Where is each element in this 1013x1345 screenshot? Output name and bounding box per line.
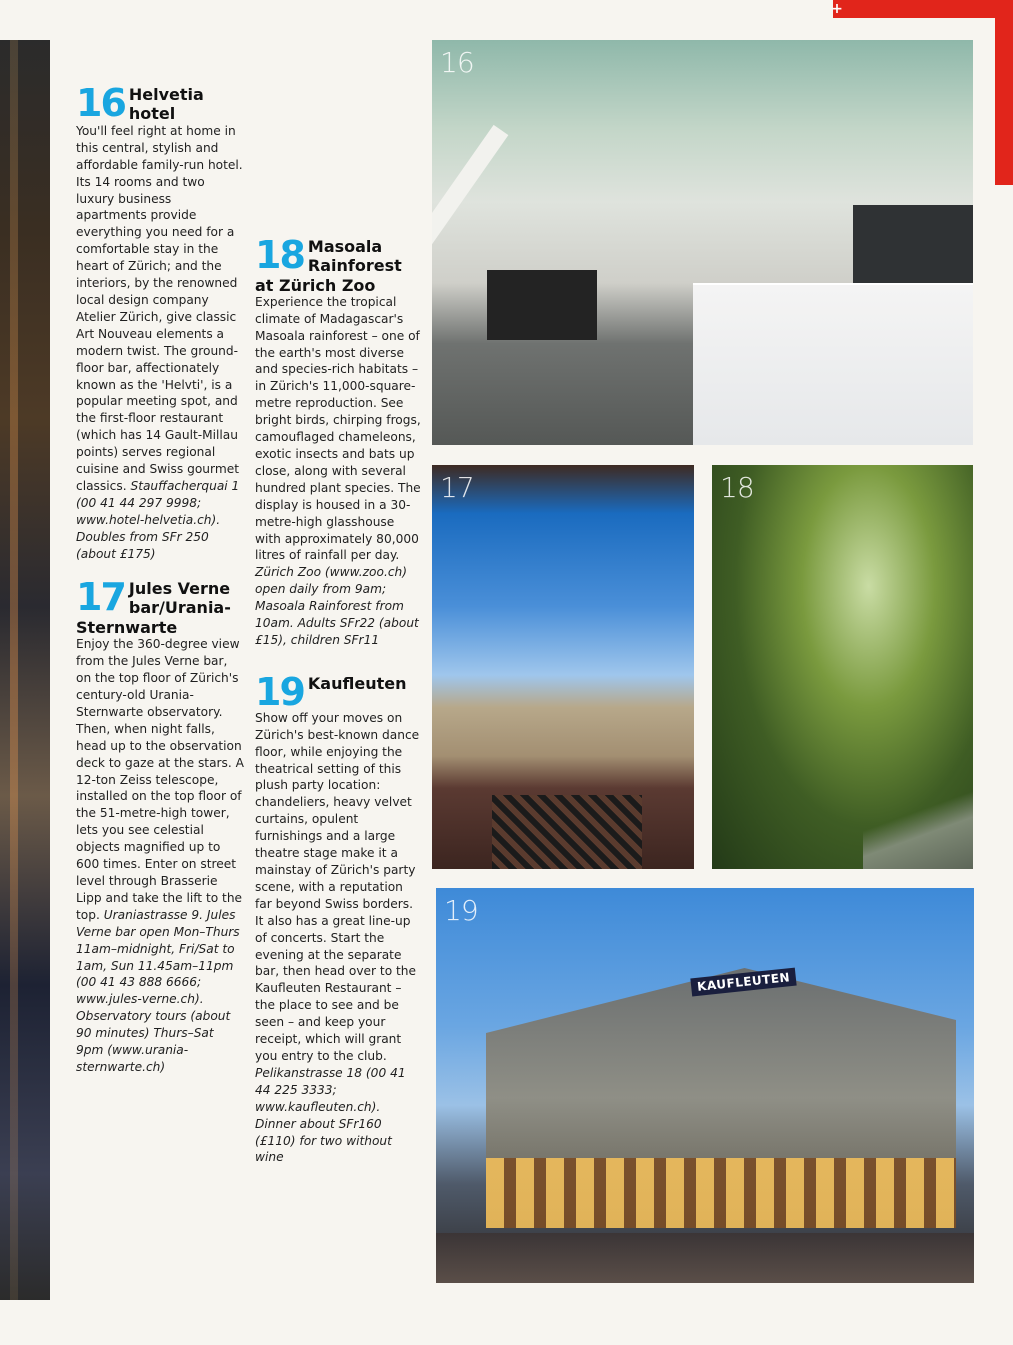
entry-16-title-wrap — [129, 86, 204, 122]
photo-masoala-rainforest — [712, 465, 973, 869]
entry-16-number: 16 — [76, 81, 125, 125]
entry-17-heading — [76, 575, 244, 620]
entry-16 — [76, 81, 244, 562]
photo-19-sign: KAUFLEUTEN — [690, 968, 796, 997]
entry-19-title-wrap — [308, 675, 407, 694]
entry-18-title-tail: at Zürich Zoo — [255, 275, 376, 295]
photo-16-bed — [693, 283, 973, 445]
entry-16-title-tail: hotel — [128, 103, 176, 123]
photo-16-headboard — [853, 205, 973, 295]
entry-18 — [255, 233, 423, 649]
swiss-cross-icon: + — [831, 1, 843, 17]
photo-kaufleuten-building — [436, 888, 974, 1283]
photo-16-sofa — [487, 270, 597, 340]
entry-19-body: Show off your moves on Zürich's best-known dance floor, while enjoying the theatrical setting of this plush party location: chandeliers, heavy velvet curtains, opulent furnishings and a large theatre stage make it a mainstay of Zürich's party scene, with a reputation far beyond Swiss borders. It also has a great line-up of concerts. Start the evening at the separate bar, then head over to the Kaufleuten Restaurant – the place to see and be seen – and keep your receipt, which will grant you entry to the club. — [255, 710, 420, 1063]
text-column-left — [76, 81, 244, 1094]
entry-19-number: 19 — [255, 669, 304, 714]
entry-16-body: You'll feel right at home in this central, stylish and affordable family-run hotel. Its 14 rooms and two luxury business apartments provide everything you need for a comfortable stay in the heart of Zürich; and the interiors, by the renowned local design company Atelier Zürich, give classic Art Nouveau elements a modern twist. The ground-floor bar, affectionately known as the 'Helvti', is a popular meeting spot, and the first-floor restaurant (which has 14 Gault-Millau points) serves regional cuisine and Swiss gourmet classics. — [76, 123, 243, 493]
entry-18-number: 18 — [255, 233, 304, 277]
entry-19-heading — [255, 669, 423, 714]
left-edge-photo — [0, 40, 50, 1300]
photo-17-label: 17 — [440, 471, 474, 504]
entry-17-title: Jules Verne bar/Urania- — [128, 579, 231, 618]
entry-17-body: Enjoy the 360-degree view from the Jules Verne bar, on the top floor of Zürich's century-old Urania-Sternwarte observatory. Then, when night falls, head up to the observation deck to gaze at the stars. A 12-ton Zeiss telescope, installed on the top floor of the 51-metre-high tower, lets you see celestial objects magnified up to 600 times. Enter on street level through Brasserie Lipp and take the lift to the top. — [76, 637, 244, 922]
entry-18-title-wrap — [308, 238, 423, 276]
entry-16-heading — [76, 81, 244, 125]
entry-16-title: Helvetia — [128, 85, 204, 104]
entry-17-title-tail: Sternwarte — [76, 618, 178, 638]
entry-17-title-wrap — [129, 580, 244, 618]
entry-18-heading — [255, 233, 423, 277]
corner-tab-top — [833, 0, 1013, 18]
corner-tab-side — [995, 0, 1013, 185]
photo-18-label: 18 — [720, 471, 754, 504]
entry-17 — [76, 575, 244, 1075]
photo-17-railing — [492, 795, 642, 869]
entry-19 — [255, 669, 423, 1166]
entry-18-info: Zürich Zoo (www.zoo.ch) open daily from 9am; Masoala Rainforest from 10am. Adults SFr22 (about £15), children SFr11 — [255, 565, 419, 647]
photo-16-label: 16 — [440, 46, 474, 79]
entry-19-title: Kaufleuten — [307, 673, 407, 693]
photo-jules-verne-view — [432, 465, 694, 869]
entry-18-title: Masoala Rainforest — [307, 237, 402, 275]
photo-19-street — [436, 1233, 974, 1283]
entry-16-info: Stauffacherquai 1 (00 41 44 297 9998; www.hotel-helvetia.ch). Doubles from SFr 250 (about £175) — [76, 478, 240, 561]
photo-18-path — [863, 779, 973, 869]
photo-19-arcade-lights — [486, 1158, 956, 1228]
entry-17-info: Uraniastrasse 9. Jules Verne bar open Mon–Thurs 11am–midnight, Fri/Sat to 1am, Sun 11.45am–11pm (00 41 43 888 6666; www.jules-verne.ch). Observatory tours (about 90 minutes) Thurs–Sat 9pm (www.urania-sternwarte.ch) — [76, 907, 240, 1074]
photo-19-label: 19 — [444, 894, 478, 927]
text-column-middle — [255, 233, 423, 1184]
entry-19-info: Pelikanstrasse 18 (00 41 44 225 3333; www.kaufleuten.ch). Dinner about SFr160 (£110) for two without wine — [255, 1065, 406, 1165]
entry-18-body: Experience the tropical climate of Madagascar's Masoala rainforest – one of the earth's most diverse and species-rich habitats – in Zürich's 11,000-square-metre reproduction. See bright birds, chirping frogs, camouflaged chameleons, exotic insects and bats up close, along with several hundred plant species. The display is housed in a 30-metre-high glasshouse with approximately 80,000 litres of rainfall per day. — [255, 294, 421, 563]
photo-helvetia-hotel-room — [432, 40, 973, 445]
entry-17-number: 17 — [76, 575, 125, 620]
